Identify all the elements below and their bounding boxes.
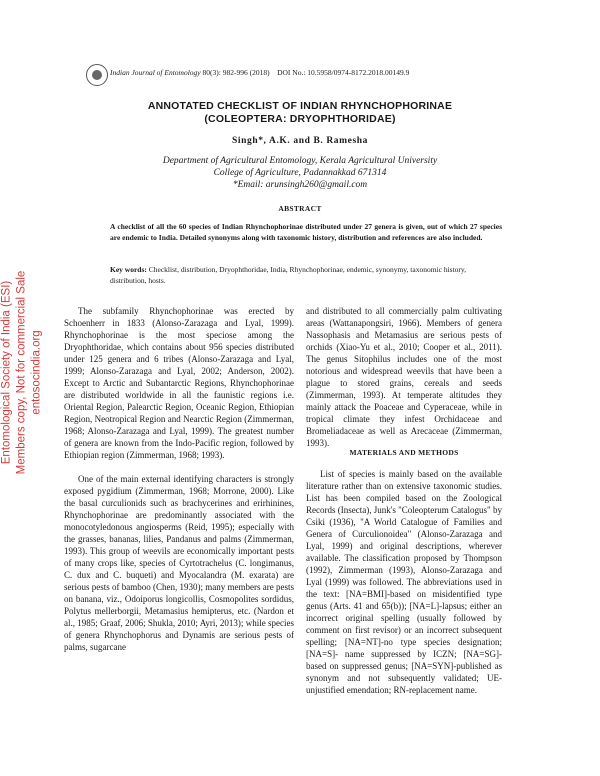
journal-header (110, 68, 409, 77)
journal-logo-icon (86, 64, 108, 86)
intro-paragraph-3: and distributed to all commercially palm cultivating areas (Wattanapongsiri, 1966). Members of genera Nassophasis and Metamasius are serious pests of orchids (Xiao-Yu et al., 2010; Cooper et al., 2011). The genus Sitophilus includes one of the most notorious and widespread weevils that have been a plague to stored grains, cereals and seeds (Zimmerman, 1993). At temperate altitudes they mainly attack the Poaceae and Cyperaceae, while in tropical climate they infest Orchidaceae and Bromeliadaceae as well as Arecaceae (Zimmerman, 1993). (306, 306, 502, 448)
right-column-top (306, 305, 502, 449)
sidebar-line-copy: Members copy, Not for commercial Sale (15, 270, 28, 475)
doi: DOI No.: 10.5958/0974-8172.2018.00149.9 (277, 68, 410, 77)
sidebar-line-website: entosocindia.org (30, 330, 43, 415)
abstract-text: A checklist of all the 60 species of Indian Rhynchophorinae distributed under 27 genera is given, out of which 27 species are endemic to India. Detailed synonyms along with taxonomic history, distribution and references are also included. (110, 222, 502, 242)
abstract-heading: ABSTRACT (278, 204, 322, 213)
keywords-label: Key words: (110, 265, 147, 274)
authors: Singh*, A.K. and B. Ramesha (231, 136, 369, 146)
materials-methods-heading: MATERIALS AND METHODS (349, 448, 459, 457)
esi-sidebar-watermark (0, 233, 45, 513)
keywords-list: Checklist, distribution, Dryophthoridae, India, Rhynchophorinae, endemic, synonymy, taxonomic history, distribution, hosts. (110, 265, 467, 285)
paper-title-line2: (COLEOPTERA: DRYOPHTHORIDAE) (204, 113, 396, 125)
methods-paragraph: List of species is mainly based on the available literature rather than on extensive taxonomic studies. List has been compiled based on the Zoological Records (Insecta), Junk's "Coleopterum Catalogus" by Csiki (1936), "A World Catalogue of Families and Genera of Curculionoidea" (Alonso-Zarazaga and Lyal, 1999) and original descriptions, wherever available. The classification proposed by Thompson (1992), Zimmerman (1993), Alonso-Zarazaga and Lyal (1999) was followed. The abbreviations used in the text: [NA=BMI]-based on misidentified type genus (Arts. 41 and 65(b)); [NA=L]-lapsus; either an incorrect original spelling (usually followed by comment on first revisor) or an incorrect subsequent spelling; [NA=NT]-no type species designation; [NA=S]- name suppressed by ICZN; [NA=SG]- based on suppressed genus; [NA=SYN]-published as synonym and not subsequently validated; UE-unjustified emendation; RN-replacement name. (306, 469, 502, 695)
affiliation-department: Department of Agricultural Entomology, Kerala Agricultural University (162, 156, 438, 166)
right-column-methods (306, 468, 502, 696)
paper-title-line1: ANNOTATED CHECKLIST OF INDIAN RHYNCHOPHORINAE (147, 100, 453, 112)
journal-citation: 80(3): 982-996 (2018) (200, 68, 270, 77)
left-column (64, 305, 294, 653)
intro-paragraph-2: One of the main external identifying characters is strongly exposed pygidium (Zimmerman, 1968; Morrone, 2000). Like the basal curculionids such as brachycerines and erirhinines, Rhynchophorinae are predominantly associated with the monocotyledonous angiosperms (Reid, 1995); especially with the grasses, bananas, lilies, Pandanus and palms (Zimmerman, 1993). This group of weevils are economically important pests of many crops like, species of Cyrtotrachelus (C. longimanus, C. dux and C. buqueti) and Myocalandra (M. exarata) are serious pests of bamboo (Chen, 1930); many members are pests on banana, viz., Odoiporus longicollis, Cosmopolites sordidus, Polytus mellerborgii, Metamasius hemipterus, etc. (Nardon et al., 1985; Graaf, 2006; Shukla, 2010; Ayri, 2013); while species of genera Rhynchophorus and Dynamis are serious pests of palms, sugarcane (64, 474, 294, 652)
sidebar-line-society: Entomological Society of India (ESI) (0, 280, 13, 465)
journal-name: Indian Journal of Entomology (110, 68, 201, 77)
affiliation-college: College of Agriculture, Padannakkad 671314 (213, 168, 387, 178)
keywords (110, 264, 502, 286)
author-email: *Email: arunsingh260@gmail.com (232, 180, 368, 190)
intro-paragraph-1: The subfamily Rhynchophorinae was erected by Schoenherr in 1833 (Alonso-Zarazaga and Lyal, 1999). Rhynchophorinae is the most speciose among the Dryophthoridae, which contains about 956 species distributed under 125 genera and 6 tribes (Alonso-Zarazaga and Lyal, 1999; Alonso-Zarazaga and Lyal, 2002; Anderson, 2002). Except to Arctic and Subantarctic Regions, Rhynchophorinae are distributed worldwide in all the faunistic regions i.e. Oriental Region, Palearctic Region, Oceanic Region, Ethiopian Region, Neotropical Region and Nearctic Region (Zimmerman, 1968; Alonso-Zarazaga and Lyal, 1999). The greatest number of genera are known from the Indo-Pacific region, followed by Ethiopian region (Zimmerman, 1968; 1993). (64, 306, 294, 460)
